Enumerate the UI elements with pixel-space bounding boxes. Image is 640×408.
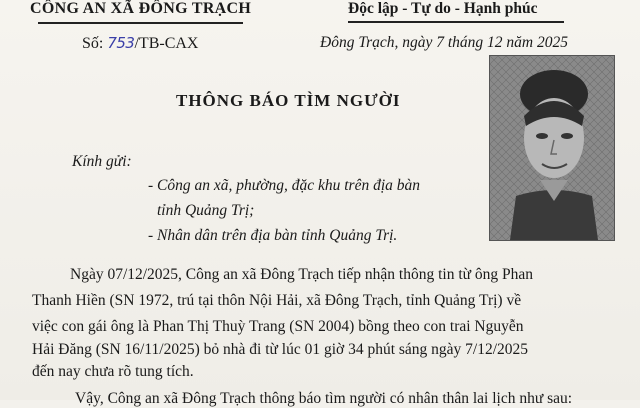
body-line: Thanh Hiền (SN 1972, trú tại thôn Nội Hải, xã Đông Trạch, tỉnh Quảng Trị) về bbox=[32, 292, 522, 309]
agency-header bbox=[30, 0, 251, 18]
doc-number-prefix: Số: bbox=[82, 35, 108, 52]
doc-number-suffix: /TB-CAX bbox=[134, 35, 199, 52]
national-motto: Độc lập - Tự do - Hạnh phúc bbox=[348, 0, 538, 17]
missing-person-photo bbox=[489, 55, 615, 241]
recipient-line: - Nhân dân trên địa bàn tỉnh Quảng Trị. bbox=[148, 227, 398, 244]
doc-number-handwritten: 753 bbox=[107, 34, 135, 52]
body-line: Hải Đăng (SN 16/11/2025) bỏ nhà đi từ lúc 01 giờ 34 phút sáng ngày 7/12/2025 bbox=[32, 341, 529, 358]
body-line: Vậy, Công an xã Đông Trạch thông báo tìm người có nhân thân lai lịch như sau: bbox=[75, 390, 573, 407]
motto-header bbox=[348, 0, 537, 18]
agency-underline bbox=[38, 22, 243, 24]
body-line: Ngày 07/12/2025, Công an xã Đông Trạch tiếp nhận thông tin từ ông Phan bbox=[70, 266, 534, 283]
body-line: việc con gái ông là Phan Thị Thuỳ Trang (SN 2004) bồng theo con trai Nguyễn bbox=[32, 318, 524, 335]
document-title: THÔNG BÁO TÌM NGƯỜI bbox=[176, 91, 401, 110]
recipient-line: - Công an xã, phường, đặc khu trên địa bàn bbox=[148, 177, 421, 194]
agency-name: CÔNG AN XÃ ĐÔNG TRẠCH bbox=[30, 0, 252, 17]
place-date: Đông Trạch, ngày 7 tháng 12 năm 2025 bbox=[320, 34, 568, 51]
motto-underline bbox=[348, 21, 564, 23]
portrait-image bbox=[490, 56, 614, 240]
document-number bbox=[82, 34, 198, 53]
recipients-label: Kính gửi: bbox=[72, 153, 132, 170]
recipient-line: tỉnh Quảng Trị; bbox=[157, 202, 255, 219]
body-line: đến nay chưa rõ tung tích. bbox=[32, 363, 194, 380]
